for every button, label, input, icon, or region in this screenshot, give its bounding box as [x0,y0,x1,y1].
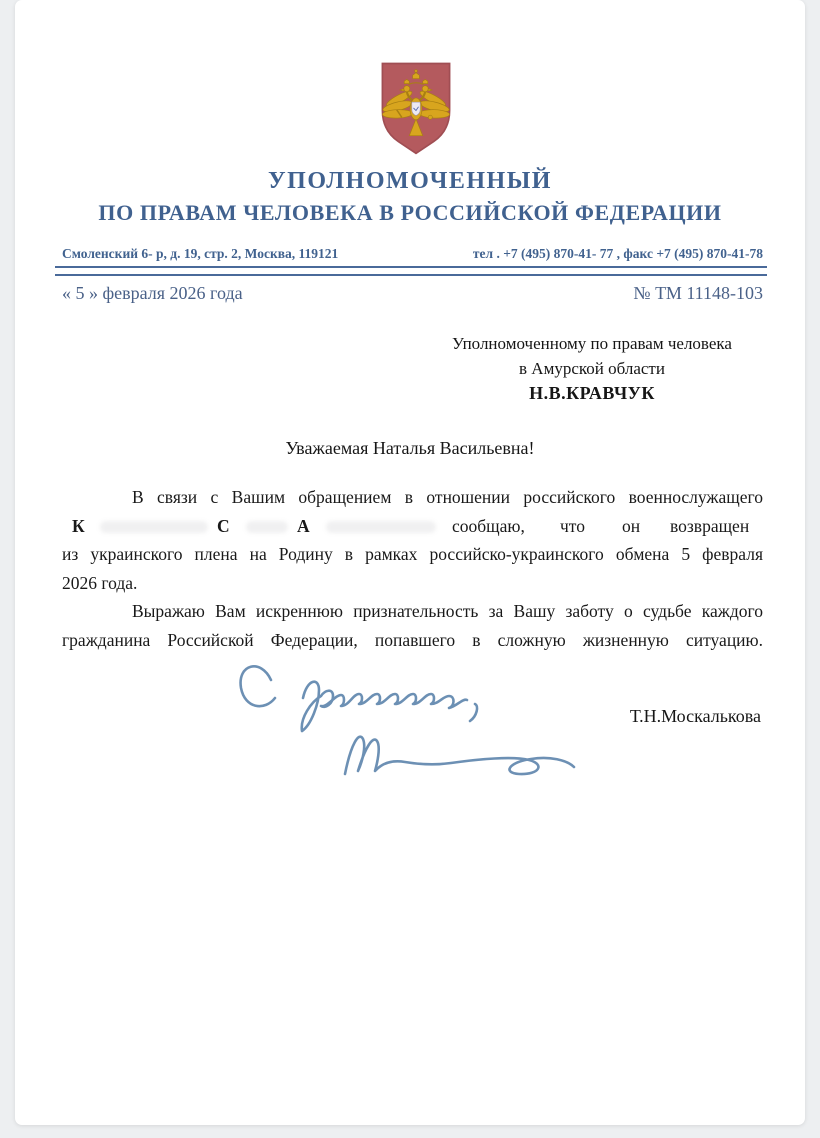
redaction-smudge [100,521,208,533]
letter-body [62,483,763,654]
letterhead-phone-fax: тел . +7 (495) 870-41- 77 , факс +7 (495) 870-41-78 [472,246,763,261]
salutation: Уважаемая Наталья Васильевна! [285,438,535,458]
letterhead-contact-row [62,246,763,262]
body-p2-line1: Выражаю Вам искреннюю признательность за Вашу заботу о судьбе каждого [132,601,763,621]
body-word: возвращен [670,515,750,536]
redaction-smudge [246,521,288,533]
recipient-name: Н.В.КРАВЧУК [529,383,655,403]
reference-row [62,283,763,304]
letterhead-title-line1: УПОЛНОМОЧЕННЫЙ [268,168,552,194]
letter-number: № ТМ 11148-103 [633,283,763,303]
body-word: он [622,515,641,536]
body-p1-line2-redacted [62,512,763,541]
body-p1-line3: из украинского плена на Родину в рамках российско-украинского обмена 5 февраля [62,544,763,564]
redacted-initial-3: А [297,515,310,536]
body-p1-line1: В связи с Вашим обращением в отношении российского военнослужащего [132,487,763,507]
russia-coat-of-arms-icon [374,57,458,159]
recipient-block [407,331,777,406]
letterhead-divider [55,266,767,276]
recipient-line2: в Амурской области [519,359,665,378]
recipient-line1: Уполномоченному по правам человека [452,334,732,353]
letterhead-address: Смоленский 6- р, д. 19, стр. 2, Москва, 119121 [62,246,339,261]
body-word: сообщаю, [452,515,525,536]
signer-name: Т.Н.Москалькова [629,706,761,726]
letter-date: « 5 » февраля 2026 года [62,283,243,303]
redaction-smudge [326,521,436,533]
body-p2-line2: гражданина Российской Федерации, попавшего в сложную жизненную ситуацию. [62,629,763,650]
letterhead-title-line2: ПО ПРАВАМ ЧЕЛОВЕКА В РОССИЙСКОЙ ФЕДЕРАЦИИ [98,200,722,225]
body-word: что [560,515,585,536]
handwritten-signature [227,646,592,788]
letter-page [15,0,805,1125]
redacted-initial-2: С [217,515,230,536]
redacted-initial-1: К [72,515,85,536]
body-p1-line4: 2026 года. [62,572,138,593]
